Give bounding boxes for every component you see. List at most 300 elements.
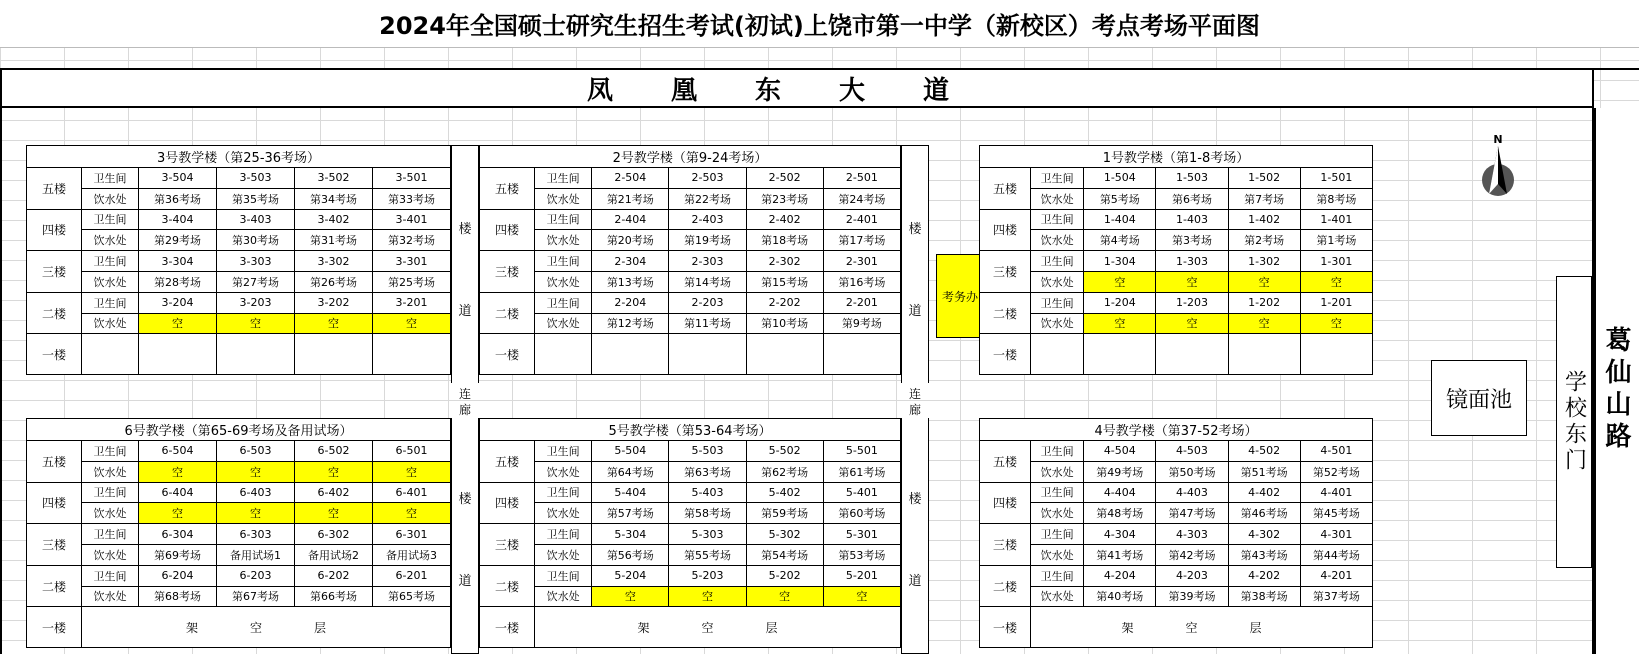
- room-number: 2-504: [592, 168, 669, 189]
- exam-room: 第4考场: [1084, 230, 1156, 251]
- room-number: 1-301: [1300, 251, 1372, 272]
- room-number: 1-203: [1156, 292, 1228, 313]
- blank-cell: [1031, 334, 1084, 375]
- toilet-label: 卫生间: [535, 251, 592, 272]
- blank-cell: [1228, 334, 1300, 375]
- room-empty: 空: [1300, 271, 1372, 292]
- floor-label: 五楼: [980, 168, 1031, 210]
- stair-label: 道: [458, 304, 472, 319]
- toilet-label: 卫生间: [535, 482, 592, 503]
- exam-room: 第52考场: [1300, 461, 1372, 482]
- exam-room: 第8考场: [1300, 188, 1372, 209]
- room-number: 2-302: [746, 251, 823, 272]
- floor-label: 三楼: [480, 524, 535, 566]
- exam-room: 第30考场: [217, 230, 295, 251]
- water-label: 饮水处: [82, 313, 139, 334]
- room-number: 5-201: [823, 565, 900, 586]
- toilet-label: 卫生间: [82, 168, 139, 189]
- room-number: 1-401: [1300, 209, 1372, 230]
- building-title: 3号教学楼（第25-36考场）: [27, 146, 451, 168]
- room-empty: 空: [373, 461, 451, 482]
- room-empty: 空: [823, 586, 900, 607]
- water-label: 饮水处: [1031, 188, 1084, 209]
- room-number: 4-501: [1300, 441, 1372, 462]
- exam-room: 第37考场: [1300, 586, 1372, 607]
- exam-room: 第65考场: [373, 586, 451, 607]
- room-number: 6-202: [295, 565, 373, 586]
- toilet-label: 卫生间: [535, 441, 592, 462]
- stair-label: 楼: [908, 492, 922, 507]
- water-label: 饮水处: [82, 188, 139, 209]
- room-number: 6-501: [373, 441, 451, 462]
- exam-room: 第36考场: [139, 188, 217, 209]
- north-label: N: [1493, 133, 1503, 146]
- room-number: 4-303: [1156, 524, 1228, 545]
- exam-room: 第45考场: [1300, 503, 1372, 524]
- floor-label: 一楼: [980, 607, 1031, 648]
- room-number: 3-304: [139, 251, 217, 272]
- water-label: 饮水处: [535, 503, 592, 524]
- room-number: 3-501: [373, 168, 451, 189]
- exam-room: 第17考场: [823, 230, 900, 251]
- building-title: 6号教学楼（第65-69考场及备用试场）: [27, 419, 451, 441]
- exam-room: 第43考场: [1228, 544, 1300, 565]
- water-label: 饮水处: [1031, 544, 1084, 565]
- exam-room: 第14考场: [669, 271, 746, 292]
- floor-label: 三楼: [980, 251, 1031, 293]
- exam-office: 考务办: [936, 254, 984, 338]
- page-title: 2024年全国硕士研究生招生考试(初试)上饶市第一中学（新校区）考点考场平面图: [0, 0, 1639, 48]
- water-label: 饮水处: [535, 586, 592, 607]
- room-number: 2-402: [746, 209, 823, 230]
- floor-label: 四楼: [980, 482, 1031, 524]
- exam-room: 第67考场: [217, 586, 295, 607]
- room-number: 1-304: [1084, 251, 1156, 272]
- room-number: 4-203: [1156, 565, 1228, 586]
- water-label: 饮水处: [82, 544, 139, 565]
- exam-room: 第49考场: [1084, 461, 1156, 482]
- floor-label: 四楼: [480, 482, 535, 524]
- exam-room: 第7考场: [1228, 188, 1300, 209]
- room-number: 6-304: [139, 524, 217, 545]
- blank-cell: [535, 334, 592, 375]
- room-number: 6-404: [139, 482, 217, 503]
- room-number: 1-202: [1228, 292, 1300, 313]
- room-number: 5-501: [823, 441, 900, 462]
- room-empty: 空: [217, 313, 295, 334]
- room-number: 2-502: [746, 168, 823, 189]
- room-number: 5-203: [669, 565, 746, 586]
- exam-room: 第58考场: [669, 503, 746, 524]
- room-number: 2-204: [592, 292, 669, 313]
- exam-room: 第57考场: [592, 503, 669, 524]
- stairway-right-bottom: [901, 418, 929, 654]
- floor-label: 二楼: [980, 292, 1031, 334]
- room-number: 4-301: [1300, 524, 1372, 545]
- toilet-label: 卫生间: [1031, 524, 1084, 545]
- building-title: 5号教学楼（第53-64考场）: [480, 419, 901, 441]
- stairway-left-top: [451, 145, 479, 383]
- stair-label: 道: [908, 574, 922, 589]
- exam-room: 第10考场: [746, 313, 823, 334]
- toilet-label: 卫生间: [1031, 565, 1084, 586]
- room-empty: 空: [1156, 271, 1228, 292]
- blank-cell: [823, 334, 900, 375]
- room-number: 3-401: [373, 209, 451, 230]
- exam-room: 备用试场3: [373, 544, 451, 565]
- exam-room: 第56考场: [592, 544, 669, 565]
- exam-room: 第69考场: [139, 544, 217, 565]
- north-arrow-icon: [1476, 132, 1520, 212]
- room-number: 3-404: [139, 209, 217, 230]
- exam-room: 第13考场: [592, 271, 669, 292]
- room-number: 6-503: [217, 441, 295, 462]
- room-number: 3-402: [295, 209, 373, 230]
- room-number: 5-301: [823, 524, 900, 545]
- exam-room: 第12考场: [592, 313, 669, 334]
- toilet-label: 卫生间: [535, 565, 592, 586]
- corridor-label: 连 廊: [458, 387, 471, 417]
- road-top-label: 凤凰东大道: [2, 70, 1592, 108]
- exam-room: 第55考场: [669, 544, 746, 565]
- exam-room: 第42考场: [1156, 544, 1228, 565]
- pilotis-label: 架 空 层: [82, 607, 451, 648]
- exam-room: 第33考场: [373, 188, 451, 209]
- room-number: 2-404: [592, 209, 669, 230]
- room-number: 2-301: [823, 251, 900, 272]
- room-number: 6-504: [139, 441, 217, 462]
- water-label: 饮水处: [1031, 586, 1084, 607]
- room-number: 5-504: [592, 441, 669, 462]
- room-number: 3-504: [139, 168, 217, 189]
- exam-room: 第64考场: [592, 461, 669, 482]
- room-number: 4-302: [1228, 524, 1300, 545]
- floor-label: 三楼: [27, 524, 82, 566]
- exam-room: 第9考场: [823, 313, 900, 334]
- room-empty: 空: [669, 586, 746, 607]
- room-number: 5-404: [592, 482, 669, 503]
- blank-cell: [1300, 334, 1372, 375]
- exam-room: 第48考场: [1084, 503, 1156, 524]
- room-number: 3-403: [217, 209, 295, 230]
- blank-cell: [373, 334, 451, 375]
- exam-room: 第32考场: [373, 230, 451, 251]
- toilet-label: 卫生间: [535, 209, 592, 230]
- blank-cell: [295, 334, 373, 375]
- room-number: 1-402: [1228, 209, 1300, 230]
- floor-label: 一楼: [480, 334, 535, 375]
- exam-room: 第25考场: [373, 271, 451, 292]
- room-number: 2-303: [669, 251, 746, 272]
- exam-room: 第11考场: [669, 313, 746, 334]
- room-number: 5-302: [746, 524, 823, 545]
- water-label: 饮水处: [1031, 271, 1084, 292]
- room-empty: 空: [139, 313, 217, 334]
- exam-room: 第20考场: [592, 230, 669, 251]
- room-number: 2-501: [823, 168, 900, 189]
- floor-label: 二楼: [980, 565, 1031, 607]
- room-number: 1-403: [1156, 209, 1228, 230]
- room-number: 4-402: [1228, 482, 1300, 503]
- room-number: 2-304: [592, 251, 669, 272]
- toilet-label: 卫生间: [82, 524, 139, 545]
- room-empty: 空: [1228, 271, 1300, 292]
- exam-room: 第29考场: [139, 230, 217, 251]
- exam-room: 第41考场: [1084, 544, 1156, 565]
- blank-cell: [746, 334, 823, 375]
- toilet-label: 卫生间: [1031, 251, 1084, 272]
- exam-room: 第27考场: [217, 271, 295, 292]
- room-number: 6-203: [217, 565, 295, 586]
- room-number: 3-203: [217, 292, 295, 313]
- room-empty: 空: [217, 503, 295, 524]
- stairway-right-top: [901, 145, 929, 383]
- room-number: 5-403: [669, 482, 746, 503]
- room-number: 1-502: [1228, 168, 1300, 189]
- room-number: 5-202: [746, 565, 823, 586]
- stair-label: 楼: [458, 222, 472, 237]
- floor-label: 五楼: [480, 168, 535, 210]
- exam-room: 第19考场: [669, 230, 746, 251]
- exam-room: 第38考场: [1228, 586, 1300, 607]
- exam-room: 第31考场: [295, 230, 373, 251]
- exam-room: 第44考场: [1300, 544, 1372, 565]
- room-number: 3-301: [373, 251, 451, 272]
- water-label: 饮水处: [82, 230, 139, 251]
- exam-room: 第46考场: [1228, 503, 1300, 524]
- floor-label: 五楼: [27, 168, 82, 210]
- floor-label: 一楼: [27, 607, 82, 648]
- corridor-label: 连 廊: [908, 387, 921, 417]
- room-empty: 空: [1300, 313, 1372, 334]
- room-empty: 空: [139, 503, 217, 524]
- blank-cell: [1156, 334, 1228, 375]
- exam-room: 第60考场: [823, 503, 900, 524]
- water-label: 饮水处: [535, 188, 592, 209]
- exam-room: 第18考场: [746, 230, 823, 251]
- water-label: 饮水处: [535, 230, 592, 251]
- floor-label: 二楼: [27, 565, 82, 607]
- room-number: 4-401: [1300, 482, 1372, 503]
- room-number: 5-304: [592, 524, 669, 545]
- room-number: 5-502: [746, 441, 823, 462]
- water-label: 饮水处: [1031, 503, 1084, 524]
- exam-room: 第40考场: [1084, 586, 1156, 607]
- room-empty: 空: [373, 503, 451, 524]
- room-number: 1-302: [1228, 251, 1300, 272]
- toilet-label: 卫生间: [535, 292, 592, 313]
- water-label: 饮水处: [1031, 230, 1084, 251]
- road-right-label: 葛仙山路: [1601, 326, 1631, 454]
- exam-room: 第5考场: [1084, 188, 1156, 209]
- pilotis-label: 架 空 层: [1031, 607, 1373, 648]
- room-number: 3-204: [139, 292, 217, 313]
- room-number: 2-201: [823, 292, 900, 313]
- floor-label: 五楼: [980, 441, 1031, 483]
- exam-room: 第62考场: [746, 461, 823, 482]
- water-label: 饮水处: [82, 461, 139, 482]
- exam-room: 第34考场: [295, 188, 373, 209]
- exam-room: 第63考场: [669, 461, 746, 482]
- room-number: 2-203: [669, 292, 746, 313]
- exam-room: 第21考场: [592, 188, 669, 209]
- room-number: 1-503: [1156, 168, 1228, 189]
- toilet-label: 卫生间: [535, 524, 592, 545]
- water-label: 饮水处: [1031, 461, 1084, 482]
- room-number: 5-303: [669, 524, 746, 545]
- room-number: 1-303: [1156, 251, 1228, 272]
- floor-label: 一楼: [27, 334, 82, 375]
- floor-label: 四楼: [27, 482, 82, 524]
- room-number: 6-402: [295, 482, 373, 503]
- exam-room: 第53考场: [823, 544, 900, 565]
- exam-room: 第16考场: [823, 271, 900, 292]
- exam-room: 第2考场: [1228, 230, 1300, 251]
- stair-label: 道: [458, 574, 472, 589]
- floor-label: 四楼: [980, 209, 1031, 251]
- stair-label: 楼: [458, 492, 472, 507]
- room-number: 6-301: [373, 524, 451, 545]
- blank-cell: [217, 334, 295, 375]
- room-number: 3-503: [217, 168, 295, 189]
- building-title: 4号教学楼（第37-52考场）: [980, 419, 1373, 441]
- water-label: 饮水处: [535, 313, 592, 334]
- room-empty: 空: [1084, 313, 1156, 334]
- toilet-label: 卫生间: [82, 482, 139, 503]
- room-empty: 空: [592, 586, 669, 607]
- building-b4: [979, 418, 1373, 648]
- stair-label: 楼: [908, 222, 922, 237]
- stair-label: 道: [908, 304, 922, 319]
- exam-room: 第66考场: [295, 586, 373, 607]
- room-number: 6-502: [295, 441, 373, 462]
- floor-label: 三楼: [980, 524, 1031, 566]
- floor-label: 一楼: [480, 607, 535, 648]
- exam-room: 备用试场1: [217, 544, 295, 565]
- blank-cell: [82, 334, 139, 375]
- room-number: 2-503: [669, 168, 746, 189]
- toilet-label: 卫生间: [82, 441, 139, 462]
- room-number: 4-403: [1156, 482, 1228, 503]
- room-number: 5-402: [746, 482, 823, 503]
- building-title: 2号教学楼（第9-24考场）: [480, 146, 901, 168]
- building-b6: [26, 418, 451, 648]
- floor-label: 五楼: [27, 441, 82, 483]
- exam-room: 第54考场: [746, 544, 823, 565]
- room-number: 1-501: [1300, 168, 1372, 189]
- room-number: 1-404: [1084, 209, 1156, 230]
- room-number: 4-201: [1300, 565, 1372, 586]
- room-empty: 空: [1228, 313, 1300, 334]
- exam-room: 第3考场: [1156, 230, 1228, 251]
- room-empty: 空: [295, 503, 373, 524]
- exam-room: 第47考场: [1156, 503, 1228, 524]
- floor-label: 四楼: [480, 209, 535, 251]
- room-number: 3-202: [295, 292, 373, 313]
- exam-room: 第39考场: [1156, 586, 1228, 607]
- toilet-label: 卫生间: [1031, 209, 1084, 230]
- toilet-label: 卫生间: [535, 168, 592, 189]
- exam-room: 第50考场: [1156, 461, 1228, 482]
- water-label: 饮水处: [1031, 313, 1084, 334]
- room-number: 4-504: [1084, 441, 1156, 462]
- room-number: 6-204: [139, 565, 217, 586]
- exam-room: 第51考场: [1228, 461, 1300, 482]
- floor-label: 五楼: [480, 441, 535, 483]
- exam-room: 第61考场: [823, 461, 900, 482]
- water-label: 饮水处: [535, 271, 592, 292]
- water-label: 饮水处: [535, 544, 592, 565]
- room-number: 5-401: [823, 482, 900, 503]
- room-number: 2-403: [669, 209, 746, 230]
- exam-room: 第23考场: [746, 188, 823, 209]
- pond: 镜面池: [1431, 360, 1527, 436]
- building-title: 1号教学楼（第1-8考场）: [980, 146, 1373, 168]
- toilet-label: 卫生间: [1031, 292, 1084, 313]
- room-number: 4-204: [1084, 565, 1156, 586]
- floor-label: 二楼: [27, 292, 82, 334]
- room-number: 3-201: [373, 292, 451, 313]
- room-empty: 空: [373, 313, 451, 334]
- room-number: 1-204: [1084, 292, 1156, 313]
- room-number: 4-304: [1084, 524, 1156, 545]
- toilet-label: 卫生间: [1031, 482, 1084, 503]
- room-number: 2-401: [823, 209, 900, 230]
- exam-room: 第59考场: [746, 503, 823, 524]
- building-b2: [479, 145, 901, 375]
- room-number: 5-503: [669, 441, 746, 462]
- toilet-label: 卫生间: [1031, 168, 1084, 189]
- water-label: 饮水处: [535, 461, 592, 482]
- room-number: 1-504: [1084, 168, 1156, 189]
- pilotis-label: 架 空 层: [535, 607, 901, 648]
- toilet-label: 卫生间: [82, 292, 139, 313]
- exam-room: 第26考场: [295, 271, 373, 292]
- building-b1: [979, 145, 1373, 375]
- room-number: 4-404: [1084, 482, 1156, 503]
- floor-label: 一楼: [980, 334, 1031, 375]
- room-number: 3-502: [295, 168, 373, 189]
- exam-room: 第1考场: [1300, 230, 1372, 251]
- room-empty: 空: [1084, 271, 1156, 292]
- blank-cell: [1084, 334, 1156, 375]
- floor-label: 二楼: [480, 292, 535, 334]
- water-label: 饮水处: [82, 503, 139, 524]
- room-number: 6-302: [295, 524, 373, 545]
- blank-cell: [592, 334, 669, 375]
- exam-room: 第15考场: [746, 271, 823, 292]
- floor-label: 二楼: [480, 565, 535, 607]
- floor-label: 三楼: [480, 251, 535, 293]
- water-label: 饮水处: [82, 271, 139, 292]
- exam-room: 第6考场: [1156, 188, 1228, 209]
- room-number: 4-503: [1156, 441, 1228, 462]
- blank-cell: [669, 334, 746, 375]
- stairway-left-bottom: [451, 418, 479, 654]
- exam-room: 第28考场: [139, 271, 217, 292]
- toilet-label: 卫生间: [82, 251, 139, 272]
- exam-room: 备用试场2: [295, 544, 373, 565]
- room-empty: 空: [746, 586, 823, 607]
- room-number: 2-202: [746, 292, 823, 313]
- exam-room: 第68考场: [139, 586, 217, 607]
- east-gate: 学校东门: [1556, 276, 1592, 568]
- room-number: 3-302: [295, 251, 373, 272]
- exam-room: 第24考场: [823, 188, 900, 209]
- water-label: 饮水处: [82, 586, 139, 607]
- room-empty: 空: [295, 461, 373, 482]
- floor-label: 四楼: [27, 209, 82, 251]
